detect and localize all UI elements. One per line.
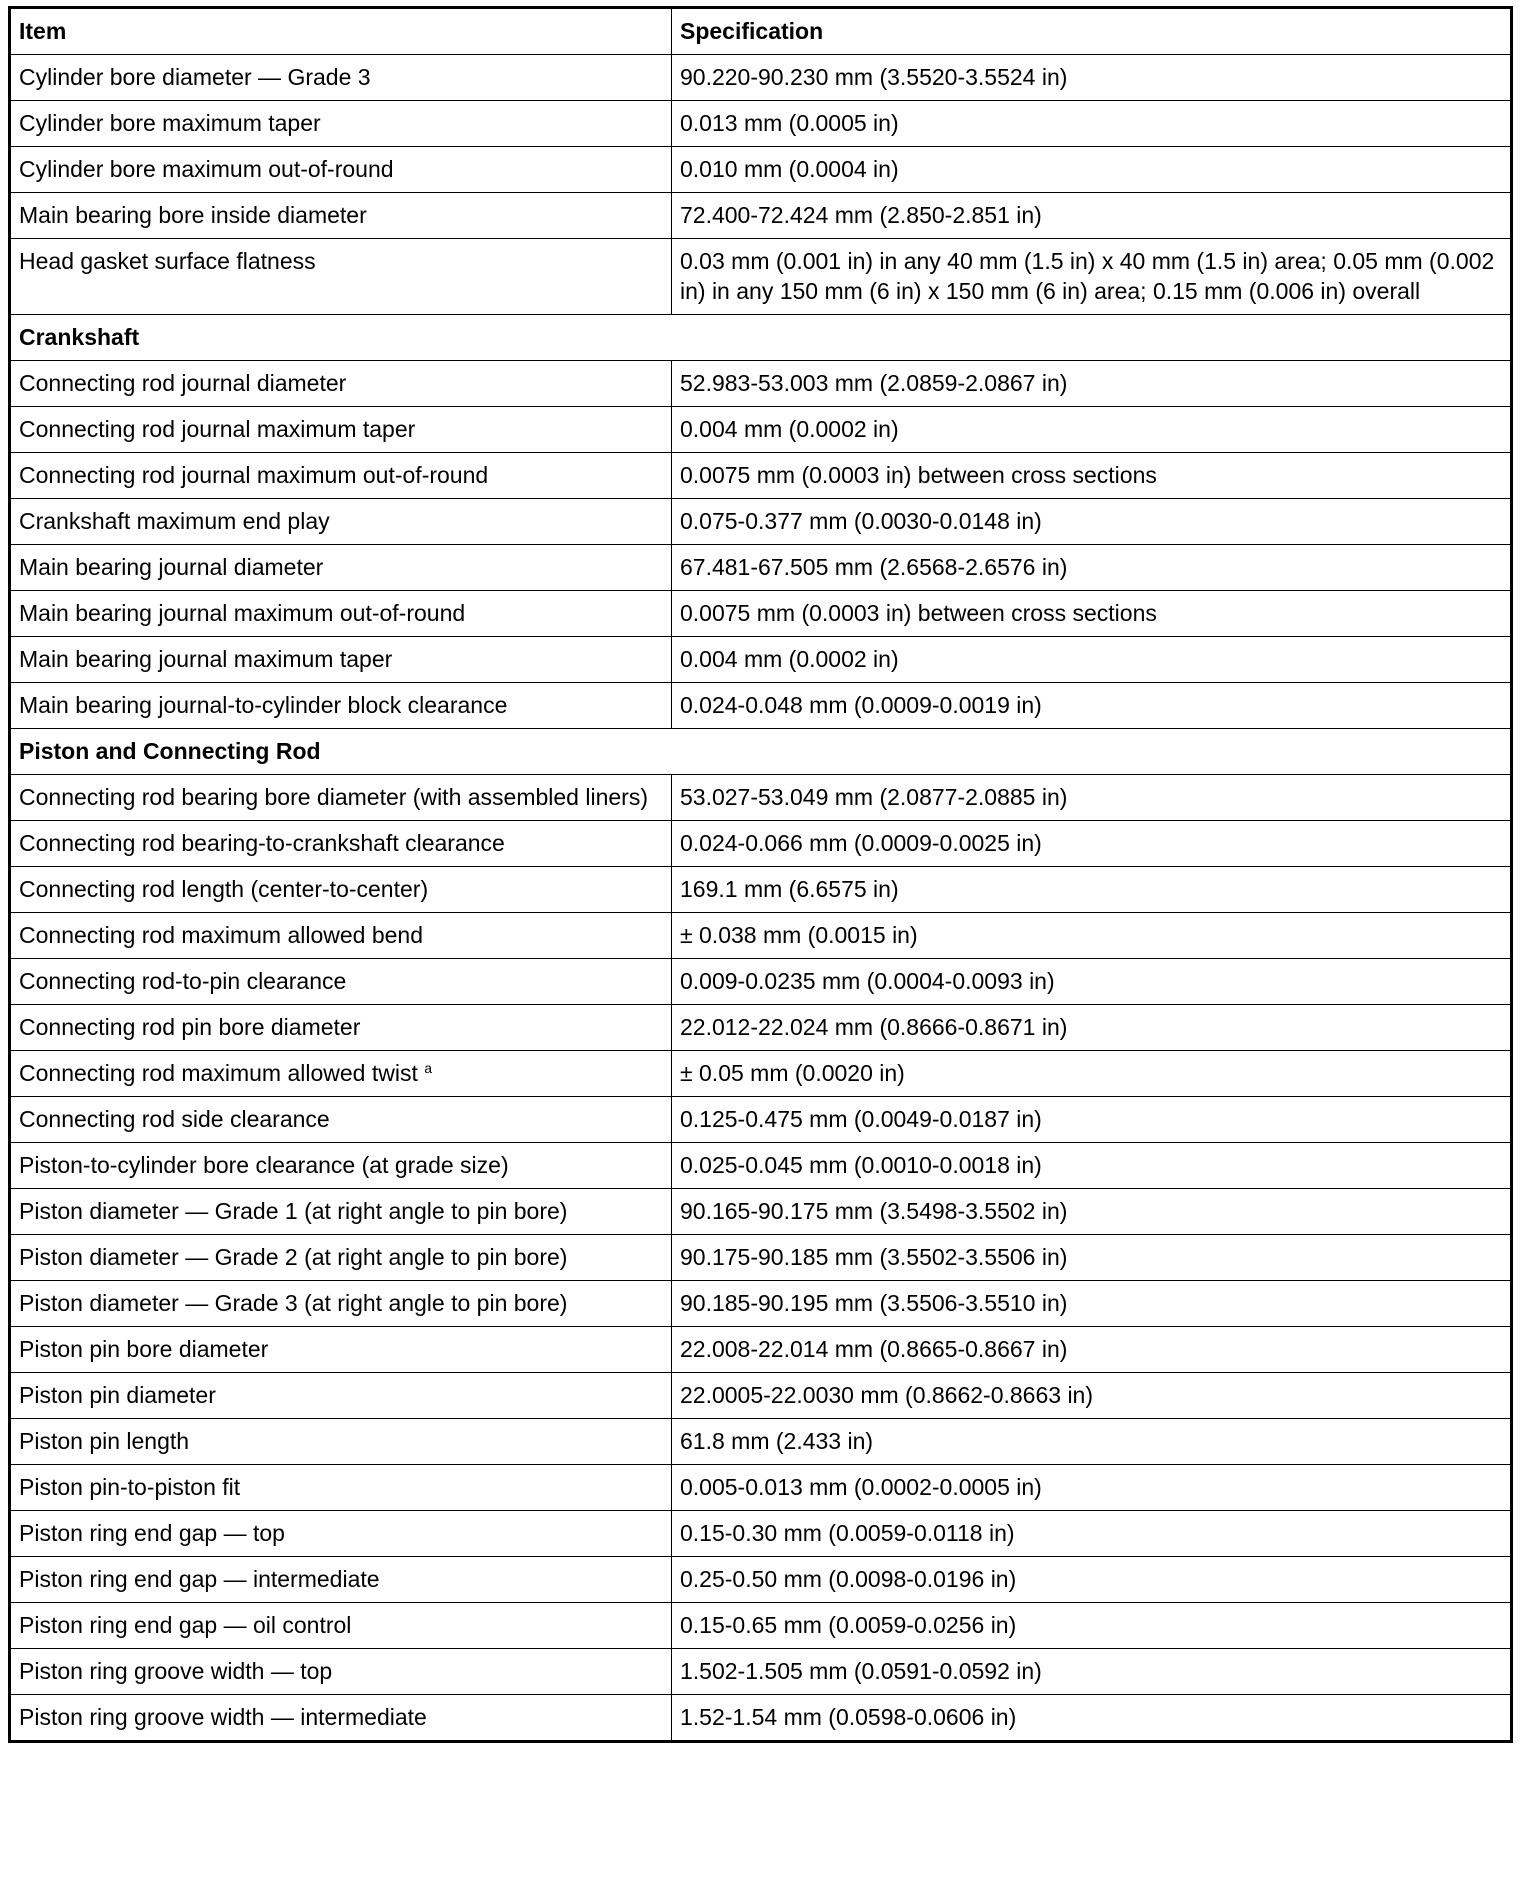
specification-cell: 0.024-0.048 mm (0.0009-0.0019 in) xyxy=(672,683,1512,729)
table-row xyxy=(10,407,1512,453)
piston-connecting-rod-section-title: Piston and Connecting Rod xyxy=(10,729,1512,775)
item-text: Main bearing journal maximum taper xyxy=(19,646,393,672)
table-row xyxy=(10,193,1512,239)
item-text: Connecting rod maximum allowed bend xyxy=(19,922,423,948)
item-cell xyxy=(10,1511,672,1557)
table-row xyxy=(10,1143,1512,1189)
item-text: Connecting rod bearing bore diameter (with assembled liners) xyxy=(19,784,648,810)
item-cell xyxy=(10,1373,672,1419)
table-row xyxy=(10,453,1512,499)
item-text: Piston pin-to-piston fit xyxy=(19,1474,241,1500)
item-text: Connecting rod length (center-to-center) xyxy=(19,876,429,902)
item-text: Connecting rod maximum allowed twist xyxy=(19,1060,418,1086)
item-text: Piston ring end gap — top xyxy=(19,1520,285,1546)
item-cell xyxy=(10,683,672,729)
piston-connecting-rod-section-row xyxy=(10,729,1512,775)
item-cell xyxy=(10,1327,672,1373)
table-row xyxy=(10,913,1512,959)
item-cell xyxy=(10,1051,672,1097)
item-text: Piston-to-cylinder bore clearance (at grade size) xyxy=(19,1152,509,1178)
specification-cell: 90.175-90.185 mm (3.5502-3.5506 in) xyxy=(672,1235,1512,1281)
table-row xyxy=(10,1327,1512,1373)
item-cell xyxy=(10,147,672,193)
table-row xyxy=(10,867,1512,913)
item-cell xyxy=(10,1649,672,1695)
specification-cell: 22.008-22.014 mm (0.8665-0.8667 in) xyxy=(672,1327,1512,1373)
specification-cell: 0.025-0.045 mm (0.0010-0.0018 in) xyxy=(672,1143,1512,1189)
item-cell xyxy=(10,913,672,959)
item-text: Piston ring end gap — oil control xyxy=(19,1612,352,1638)
table-row xyxy=(10,1557,1512,1603)
specification-cell: 53.027-53.049 mm (2.0877-2.0885 in) xyxy=(672,775,1512,821)
specification-cell: ± 0.038 mm (0.0015 in) xyxy=(672,913,1512,959)
specification-cell: 0.25-0.50 mm (0.0098-0.0196 in) xyxy=(672,1557,1512,1603)
item-cell xyxy=(10,239,672,315)
item-text: Piston diameter — Grade 1 (at right angle to pin bore) xyxy=(19,1198,568,1224)
table-row xyxy=(10,1281,1512,1327)
table-row xyxy=(10,1005,1512,1051)
item-cell xyxy=(10,1281,672,1327)
item-cell xyxy=(10,775,672,821)
specification-cell: 0.005-0.013 mm (0.0002-0.0005 in) xyxy=(672,1465,1512,1511)
table-row xyxy=(10,775,1512,821)
item-text: Piston ring end gap — intermediate xyxy=(19,1566,380,1592)
item-cell xyxy=(10,1465,672,1511)
specification-cell: 0.013 mm (0.0005 in) xyxy=(672,101,1512,147)
specification-cell: 0.024-0.066 mm (0.0009-0.0025 in) xyxy=(672,821,1512,867)
item-cell xyxy=(10,1005,672,1051)
specification-cell: 0.15-0.65 mm (0.0059-0.0256 in) xyxy=(672,1603,1512,1649)
item-text: Piston ring groove width — top xyxy=(19,1658,333,1684)
item-cell xyxy=(10,867,672,913)
item-cell xyxy=(10,1419,672,1465)
item-text: Piston pin bore diameter xyxy=(19,1336,269,1362)
item-text: Piston ring groove width — intermediate xyxy=(19,1704,427,1730)
crankshaft-section-title: Crankshaft xyxy=(10,315,1512,361)
item-text: Connecting rod journal diameter xyxy=(19,370,347,396)
item-text: Main bearing bore inside diameter xyxy=(19,202,367,228)
specification-cell: 0.03 mm (0.001 in) in any 40 mm (1.5 in) x 40 mm (1.5 in) area; 0.05 mm (0.002 in) in any 150 mm (6 in) x 150 mm (6 in) area; 0.15 mm (0.006 in) overall xyxy=(672,239,1512,315)
table-row xyxy=(10,1373,1512,1419)
item-text: Connecting rod journal maximum taper xyxy=(19,416,416,442)
table-row xyxy=(10,683,1512,729)
item-text: Connecting rod journal maximum out-of-round xyxy=(19,462,489,488)
item-cell xyxy=(10,407,672,453)
table-row xyxy=(10,545,1512,591)
item-text: Cylinder bore maximum taper xyxy=(19,110,321,136)
table-row xyxy=(10,959,1512,1005)
table-row xyxy=(10,1603,1512,1649)
table-row xyxy=(10,1465,1512,1511)
item-text: Piston diameter — Grade 2 (at right angle to pin bore) xyxy=(19,1244,568,1270)
specification-cell: 0.075-0.377 mm (0.0030-0.0148 in) xyxy=(672,499,1512,545)
specification-cell: 1.52-1.54 mm (0.0598-0.0606 in) xyxy=(672,1695,1512,1742)
footnote-marker: a xyxy=(424,1060,433,1076)
specification-cell: 0.004 mm (0.0002 in) xyxy=(672,407,1512,453)
specification-cell: 0.0075 mm (0.0003 in) between cross sections xyxy=(672,591,1512,637)
specification-cell: 67.481-67.505 mm (2.6568-2.6576 in) xyxy=(672,545,1512,591)
specification-cell: 61.8 mm (2.433 in) xyxy=(672,1419,1512,1465)
item-text: Head gasket surface flatness xyxy=(19,248,316,274)
table-row xyxy=(10,1649,1512,1695)
table-row xyxy=(10,361,1512,407)
item-cell xyxy=(10,193,672,239)
item-cell xyxy=(10,637,672,683)
item-cell xyxy=(10,1603,672,1649)
specification-cell: 90.220-90.230 mm (3.5520-3.5524 in) xyxy=(672,55,1512,101)
item-cell xyxy=(10,55,672,101)
item-cell xyxy=(10,821,672,867)
specification-cell: 0.125-0.475 mm (0.0049-0.0187 in) xyxy=(672,1097,1512,1143)
item-cell xyxy=(10,1143,672,1189)
item-cell xyxy=(10,101,672,147)
item-cell xyxy=(10,499,672,545)
item-text: Piston pin length xyxy=(19,1428,190,1454)
table-row xyxy=(10,821,1512,867)
specification-cell: 90.185-90.195 mm (3.5506-3.5510 in) xyxy=(672,1281,1512,1327)
specification-cell: 90.165-90.175 mm (3.5498-3.5502 in) xyxy=(672,1189,1512,1235)
specification-cell: 0.15-0.30 mm (0.0059-0.0118 in) xyxy=(672,1511,1512,1557)
item-cell xyxy=(10,453,672,499)
item-text: Cylinder bore diameter — Grade 3 xyxy=(19,64,371,90)
item-cell xyxy=(10,1695,672,1742)
specification-cell: 72.400-72.424 mm (2.850-2.851 in) xyxy=(672,193,1512,239)
table-row xyxy=(10,1051,1512,1097)
table-row xyxy=(10,637,1512,683)
table-row xyxy=(10,591,1512,637)
item-text: Crankshaft maximum end play xyxy=(19,508,330,534)
specification-cell: ± 0.05 mm (0.0020 in) xyxy=(672,1051,1512,1097)
header-item: Item xyxy=(10,8,672,55)
specification-cell: 169.1 mm (6.6575 in) xyxy=(672,867,1512,913)
table-row xyxy=(10,1235,1512,1281)
specification-cell: 22.0005-22.0030 mm (0.8662-0.8663 in) xyxy=(672,1373,1512,1419)
item-cell xyxy=(10,1097,672,1143)
table-row xyxy=(10,239,1512,315)
specification-cell: 0.009-0.0235 mm (0.0004-0.0093 in) xyxy=(672,959,1512,1005)
crankshaft-section-row xyxy=(10,315,1512,361)
table-row xyxy=(10,1511,1512,1557)
table-row xyxy=(10,55,1512,101)
header-specification: Specification xyxy=(672,8,1512,55)
table-row xyxy=(10,101,1512,147)
item-cell xyxy=(10,1557,672,1603)
item-cell xyxy=(10,1189,672,1235)
item-text: Piston diameter — Grade 3 (at right angle to pin bore) xyxy=(19,1290,568,1316)
item-text: Connecting rod bearing-to-crankshaft clearance xyxy=(19,830,505,856)
item-text: Connecting rod side clearance xyxy=(19,1106,330,1132)
table-row xyxy=(10,1189,1512,1235)
item-cell xyxy=(10,1235,672,1281)
table-row xyxy=(10,1097,1512,1143)
table-row xyxy=(10,499,1512,545)
specification-cell: 0.004 mm (0.0002 in) xyxy=(672,637,1512,683)
item-cell xyxy=(10,591,672,637)
item-cell xyxy=(10,959,672,1005)
specification-cell: 1.502-1.505 mm (0.0591-0.0592 in) xyxy=(672,1649,1512,1695)
specification-cell: 52.983-53.003 mm (2.0859-2.0867 in) xyxy=(672,361,1512,407)
specification-cell: 0.0075 mm (0.0003 in) between cross sections xyxy=(672,453,1512,499)
spec-body xyxy=(10,55,1512,1742)
item-text: Piston pin diameter xyxy=(19,1382,216,1408)
table-row xyxy=(10,1419,1512,1465)
spec-table xyxy=(8,6,1513,1743)
item-text: Main bearing journal-to-cylinder block clearance xyxy=(19,692,508,718)
table-row xyxy=(10,147,1512,193)
item-text: Connecting rod-to-pin clearance xyxy=(19,968,347,994)
table-row xyxy=(10,1695,1512,1742)
item-text: Main bearing journal maximum out-of-round xyxy=(19,600,466,626)
item-text: Cylinder bore maximum out-of-round xyxy=(19,156,394,182)
item-text: Main bearing journal diameter xyxy=(19,554,324,580)
specification-cell: 22.012-22.024 mm (0.8666-0.8671 in) xyxy=(672,1005,1512,1051)
item-cell xyxy=(10,361,672,407)
item-text: Connecting rod pin bore diameter xyxy=(19,1014,361,1040)
header-row xyxy=(10,8,1512,55)
specification-cell: 0.010 mm (0.0004 in) xyxy=(672,147,1512,193)
item-cell xyxy=(10,545,672,591)
